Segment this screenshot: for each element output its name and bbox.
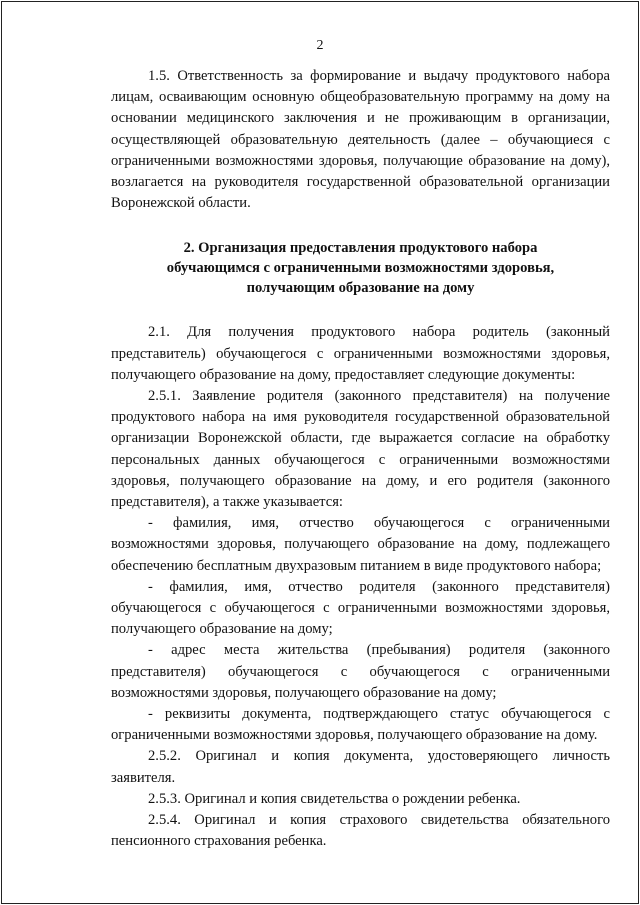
paragraph-2-5-1: 2.5.1. Заявление родителя (законного представителя) на получение продуктового набора на имя руководителя государственной образовательной организации Воронежской области, где выражается согласие на обработку персональных данных обучающегося с ограниченными возможностями здоровья, получающего образование на дому, и его родителя (законного представителя), а также указывается: bbox=[111, 388, 610, 511]
bullet-item: - адрес места жительства (пребывания) родителя (законного представителя) обучающегося с обучающегося с ограниченными возможностями здоровья, получающего образование на дому; bbox=[111, 642, 610, 701]
bullet-item: - фамилия, имя, отчество обучающегося с ограниченными возможностями здоровья, получающего образование на дому, подлежащего обеспечению бесплатным двухразовым питанием в виде продуктового набора; bbox=[111, 515, 610, 574]
section-2-heading-line: 2. Организация предоставления продуктового набора bbox=[183, 240, 538, 257]
paragraph-2-5-4: 2.5.4. Оригинал и копия страхового свидетельства обязательного пенсионного страхования ребенка. bbox=[111, 812, 610, 850]
section-2-heading-line: получающим образование на дому bbox=[246, 280, 475, 297]
page-number: 2 bbox=[316, 38, 324, 53]
bullet-item: - фамилия, имя, отчество родителя (законного представителя) обучающегося с обучающегося с ограниченными возможностями здоровья, получающего образование на дому; bbox=[111, 578, 610, 638]
paragraph-2-5-2: 2.5.2. Оригинал и копия документа, удостоверяющего личность заявителя. bbox=[111, 748, 610, 786]
bullet-item: - реквизиты документа, подтверждающего статус обучающегося с ограниченными возможностями здоровья, получающего образование на дому. bbox=[111, 706, 610, 744]
document-body bbox=[111, 66, 610, 853]
paragraph-1-5: 1.5. Ответственность за формирование и выдачу продуктового набора лицам, осваивающим основную общеобразовательную программу на дому на основании медицинского заключения и не проживающим в организации, осуществляющей образовательную деятельность (далее – обучающиеся с ограниченными возможностями здоровья, получающие образование на дому), возлагается на руководителя государственной образовательной организации Воронежской области. bbox=[111, 68, 610, 212]
paragraph-2-1: 2.1. Для получения продуктового набора родитель (законный представитель) обучающегося с ограниченными возможностями здоровья, получающего образование на дому, предоставляет следующие документы: bbox=[111, 324, 610, 383]
section-2-heading bbox=[111, 238, 610, 298]
paragraph-2-5-3: 2.5.3. Оригинал и копия свидетельства о рождении ребенка. bbox=[148, 790, 521, 807]
section-2-heading-line: обучающимся с ограниченными возможностями здоровья, bbox=[166, 260, 555, 277]
